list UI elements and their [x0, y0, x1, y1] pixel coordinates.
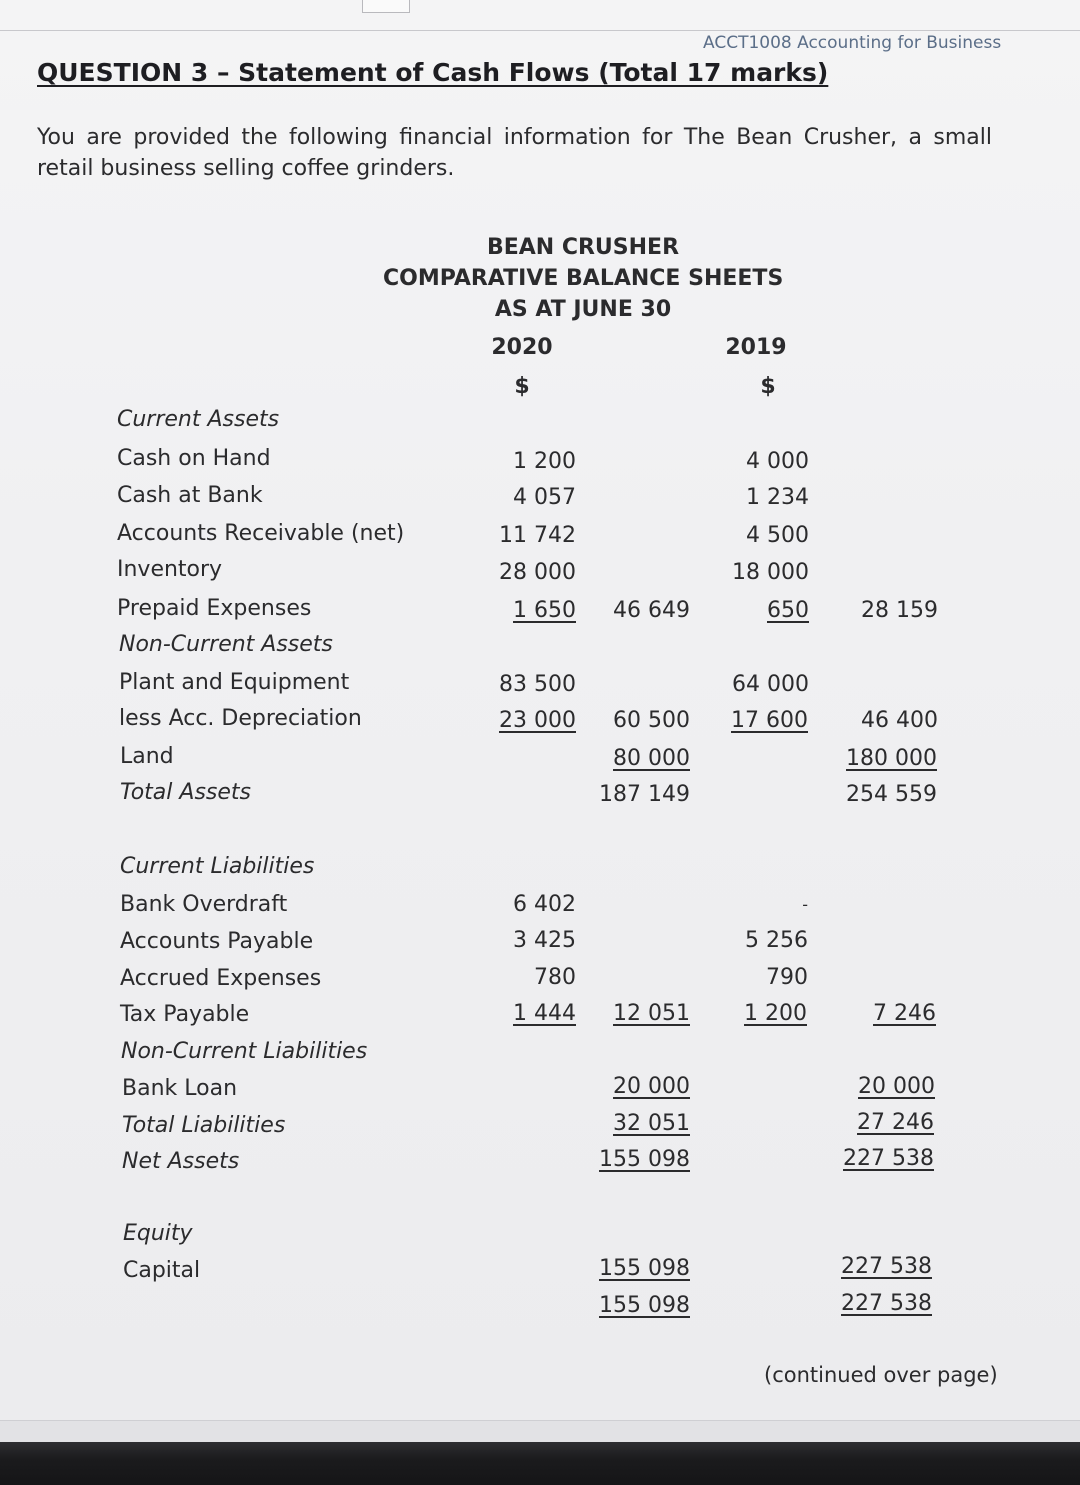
subtotal-2020: 20 000: [613, 1074, 690, 1099]
currency-2019: $: [760, 374, 776, 399]
subtotal-2020: 60 500: [613, 708, 690, 733]
row-label-capital: Capital: [123, 1258, 201, 1283]
value-2020: 28 000: [499, 560, 576, 585]
row-label-cash-at-bank: Cash at Bank: [117, 483, 263, 508]
value-2020: 1 200: [513, 449, 576, 474]
value-2020: 1 444: [513, 1001, 576, 1026]
value-2019: 1 200: [744, 1001, 807, 1026]
capital-2019: 227 538: [841, 1254, 932, 1279]
value-2020: 3 425: [513, 928, 576, 953]
company-name: BEAN CRUSHER: [486, 235, 680, 260]
value-2019: -: [802, 895, 808, 914]
subtotal-2019: 180 000: [846, 746, 937, 771]
question-title: QUESTION 3 – Statement of Cash Flows (Total 17 marks): [37, 58, 829, 87]
question-intro: You are provided the following financial information for The Bean Crusher, a small retail business selling coffee grinders.: [37, 125, 992, 181]
section-current-assets: Current Assets: [117, 407, 280, 432]
net-assets-2020: 155 098: [599, 1147, 690, 1172]
section-non-current-liabilities: Non-Current Liabilities: [121, 1039, 368, 1064]
row-label-plant-equipment: Plant and Equipment: [119, 670, 350, 695]
row-label-tax-payable: Tax Payable: [120, 1002, 250, 1027]
value-2019: 17 600: [731, 708, 808, 733]
row-label-prepaid-expenses: Prepaid Expenses: [117, 596, 312, 621]
value-2019: 4 500: [746, 523, 809, 548]
subtotal-2020: 80 000: [613, 746, 690, 771]
screen-bezel: [0, 1442, 1080, 1485]
value-2019: 650: [767, 598, 809, 623]
section-equity: Equity: [123, 1221, 193, 1246]
row-label-bank-overdraft: Bank Overdraft: [120, 892, 288, 917]
value-2020: 11 742: [499, 523, 576, 548]
subtotal-2020: 12 051: [613, 1001, 690, 1026]
column-header-2019: 2019: [725, 335, 787, 360]
equity-total-2020: 155 098: [599, 1293, 690, 1318]
currency-2020: $: [514, 374, 530, 399]
capital-2020: 155 098: [599, 1256, 690, 1281]
subtotal-2019: 7 246: [873, 1001, 936, 1026]
row-label-accrued-expenses: Accrued Expenses: [120, 966, 322, 991]
statement-date: AS AT JUNE 30: [494, 297, 672, 322]
subtotal-2020: 46 649: [613, 598, 690, 623]
row-label-total-assets: Total Assets: [120, 780, 251, 805]
subtotal-2019: 20 000: [858, 1074, 935, 1099]
value-2019: 18 000: [732, 560, 809, 585]
value-2019: 64 000: [732, 672, 809, 697]
section-non-current-assets: Non-Current Assets: [119, 632, 333, 657]
equity-total-2019: 227 538: [841, 1291, 932, 1316]
row-label-cash-on-hand: Cash on Hand: [117, 446, 271, 471]
row-label-acc-depreciation: less Acc. Depreciation: [119, 706, 362, 731]
total-assets-2019: 254 559: [846, 782, 937, 807]
section-current-liabilities: Current Liabilities: [120, 854, 315, 879]
header-rule: [0, 30, 1080, 31]
value-2019: 5 256: [745, 928, 808, 953]
row-label-accounts-receivable: Accounts Receivable (net): [117, 521, 405, 546]
row-label-accounts-payable: Accounts Payable: [120, 929, 314, 954]
value-2020: 4 057: [513, 485, 576, 510]
value-2019: 790: [766, 965, 808, 990]
value-2020: 23 000: [499, 708, 576, 733]
value-2019: 4 000: [746, 449, 809, 474]
net-assets-2019: 227 538: [843, 1146, 934, 1171]
continued-note: (continued over page): [764, 1363, 998, 1387]
page-bottom-edge: [0, 1420, 1080, 1443]
top-edge-marker: [362, 0, 410, 13]
value-2020: 1 650: [513, 598, 576, 623]
subtotal-2019: 46 400: [861, 708, 938, 733]
value-2020: 6 402: [513, 892, 576, 917]
row-label-land: Land: [120, 744, 174, 769]
row-label-bank-loan: Bank Loan: [122, 1076, 238, 1101]
value-2020: 780: [534, 965, 576, 990]
row-label-total-liabilities: Total Liabilities: [122, 1113, 286, 1138]
course-header: ACCT1008 Accounting for Business: [703, 33, 1002, 53]
column-header-2020: 2020: [491, 335, 553, 360]
subtotal-2019: 28 159: [861, 598, 938, 623]
total-liabilities-2020: 32 051: [613, 1111, 690, 1136]
statement-name: COMPARATIVE BALANCE SHEETS: [383, 266, 784, 291]
value-2019: 1 234: [746, 485, 809, 510]
row-label-inventory: Inventory: [117, 557, 223, 582]
total-assets-2020: 187 149: [599, 782, 690, 807]
row-label-net-assets: Net Assets: [122, 1149, 240, 1174]
value-2020: 83 500: [499, 672, 576, 697]
total-liabilities-2019: 27 246: [857, 1110, 934, 1135]
